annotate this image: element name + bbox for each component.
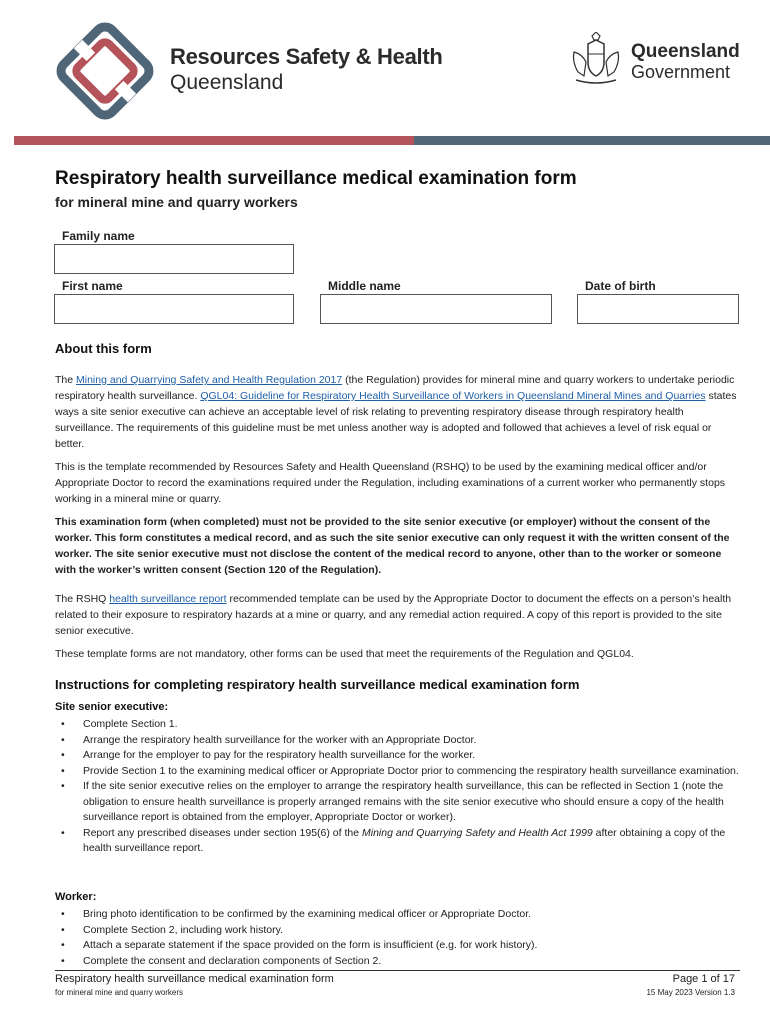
date-of-birth-label: Date of birth	[585, 279, 656, 293]
first-name-label: First name	[62, 279, 123, 293]
list-item: • Complete Section 1.	[55, 717, 740, 733]
list-item: • Complete the consent and declaration components of Section 2.	[55, 954, 740, 970]
bullet-icon: •	[61, 826, 65, 839]
org-name-line1: Resources Safety & Health	[170, 44, 443, 69]
list-item: • Arrange the respiratory health surveillance for the worker with an Appropriate Doctor.	[55, 733, 740, 749]
document-version: 15 May 2023 Version 1.3	[646, 988, 735, 997]
bullet-icon: •	[61, 939, 65, 951]
middle-name-field[interactable]	[320, 294, 552, 324]
family-name-field[interactable]	[54, 244, 294, 274]
government-name	[631, 42, 740, 82]
act-title: Mining and Quarrying Safety and Health Act 1999	[362, 826, 593, 839]
worker-list	[55, 907, 740, 969]
page-subtitle: for mineral mine and quarry workers	[55, 194, 298, 210]
consent-notice: This examination form (when completed) must not be provided to the site senior executive (or employer) without the consent of the worker. This form constitutes a medical record, and as such the site senior executive can only request it with the written consent of the worker. The site senior executive must not disclose the content of the medical record to anyone, other than to the worker or someone with the worker’s written consent (Section 120 of the Regulation).	[55, 516, 730, 576]
rshq-logo-icon	[50, 16, 160, 126]
footer-divider	[55, 970, 740, 971]
bullet-icon: •	[61, 954, 65, 967]
footer-title: Respiratory health surveillance medical examination form	[55, 973, 334, 985]
about-paragraph-1: The Mining and Quarrying Safety and Health Regulation 2017 (the Regulation) provides for mineral mine and quarry workers to undertake periodic respiratory health surveillance. QGL04: Guideline for Respiratory Health Surveillance of Workers in Queensland Mineral Mines and Quarries states ways a site senior executive can achieve an acceptable level of risk relating to preventing respiratory disease through respiratory health surveillance. The requirements of this guideline must be met unless another way is adopted and followed that achieves a level of risk equal or better.	[55, 374, 737, 450]
org-name-line2: Queensland	[170, 71, 284, 94]
list-item: • Arrange for the employer to pay for the respiratory health surveillance for the worker.	[55, 748, 740, 764]
queensland-crest-icon	[566, 32, 626, 88]
page-header	[0, 0, 770, 140]
page-title: Respiratory health surveillance medical examination form	[55, 168, 577, 189]
bullet-icon: •	[61, 764, 65, 777]
list-item: • Provide Section 1 to the examining medical officer or Appropriate Doctor prior to commencing the respiratory health surveillance examination.	[55, 764, 740, 780]
bullet-icon: •	[61, 718, 65, 730]
date-of-birth-field[interactable]	[577, 294, 739, 324]
health-surveillance-report-link[interactable]: health surveillance report	[109, 593, 227, 605]
list-item: • Complete Section 2, including work history.	[55, 923, 740, 939]
brand-bar-red	[14, 136, 414, 145]
bullet-icon: •	[61, 733, 65, 746]
list-item: • Attach a separate statement if the space provided on the form is insufficient (e.g. for work history).	[55, 938, 740, 954]
list-item: • If the site senior executive relies on the employer to arrange the respiratory health surveillance, this can be reflected in Section 1 (note the obligation to ensure health surveillance is properly arranged remains with the site senior executive who should ensure a copy of the health surveillance report is obtained from the employer, Appropriate Doctor or worker).	[61, 780, 724, 823]
middle-name-label: Middle name	[328, 279, 401, 293]
org-name	[170, 44, 443, 95]
footer-subtitle: for mineral mine and quarry workers	[55, 988, 184, 997]
page-number: Page 1 of 17	[672, 973, 735, 985]
worker-heading: Worker:	[55, 891, 97, 903]
brand-color-bar	[14, 136, 770, 145]
qgl04-guideline-link[interactable]: QGL04: Guideline for Respiratory Health Surveillance of Workers in Queensland Mineral Mines and Quarries	[200, 390, 706, 402]
list-item: • Report any prescribed diseases under section 195(6) of the Mining and Quarrying Safety and Health Act 1999 after obtaining a copy of the health surveillance report.	[61, 826, 726, 854]
bullet-icon: •	[61, 749, 65, 761]
regulation-link[interactable]: Mining and Quarrying Safety and Health Regulation 2017	[76, 374, 343, 386]
first-name-field[interactable]	[54, 294, 294, 324]
bullet-icon: •	[61, 923, 65, 936]
sse-heading: Site senior executive:	[55, 701, 169, 713]
sse-list	[55, 717, 740, 857]
about-paragraph-2: This is the template recommended by Resources Safety and Health Queensland (RSHQ) to be used by the examining medical officer and/or Appropriate Doctor to record the examinations required under the Regulation, including examinations of a current worker who permanently stops working in a mineral mine or quarry.	[55, 461, 726, 505]
about-paragraph-5: These template forms are not mandatory, other forms can be used that meet the requirements of the Regulation and QGL04.	[55, 648, 634, 660]
bullet-icon: •	[61, 780, 65, 792]
family-name-label: Family name	[62, 229, 135, 243]
instructions-heading: Instructions for completing respiratory health surveillance medical examination form	[55, 677, 580, 692]
bullet-icon: •	[61, 908, 65, 920]
government-line2: Government	[631, 62, 731, 82]
government-line1: Queensland	[631, 41, 740, 62]
brand-bar-blue	[414, 136, 770, 145]
about-paragraph-4: The RSHQ health surveillance report recommended template can be used by the Appropriate Doctor to document the effects on a person’s health related to their exposure to respiratory hazards at a mine or quarry, and any remedial action required. A copy of this report is provided to the site senior executive.	[55, 593, 732, 637]
about-heading: About this form	[55, 341, 152, 356]
list-item: • Bring photo identification to be confirmed by the examining medical officer or Appropriate Doctor.	[55, 907, 740, 923]
